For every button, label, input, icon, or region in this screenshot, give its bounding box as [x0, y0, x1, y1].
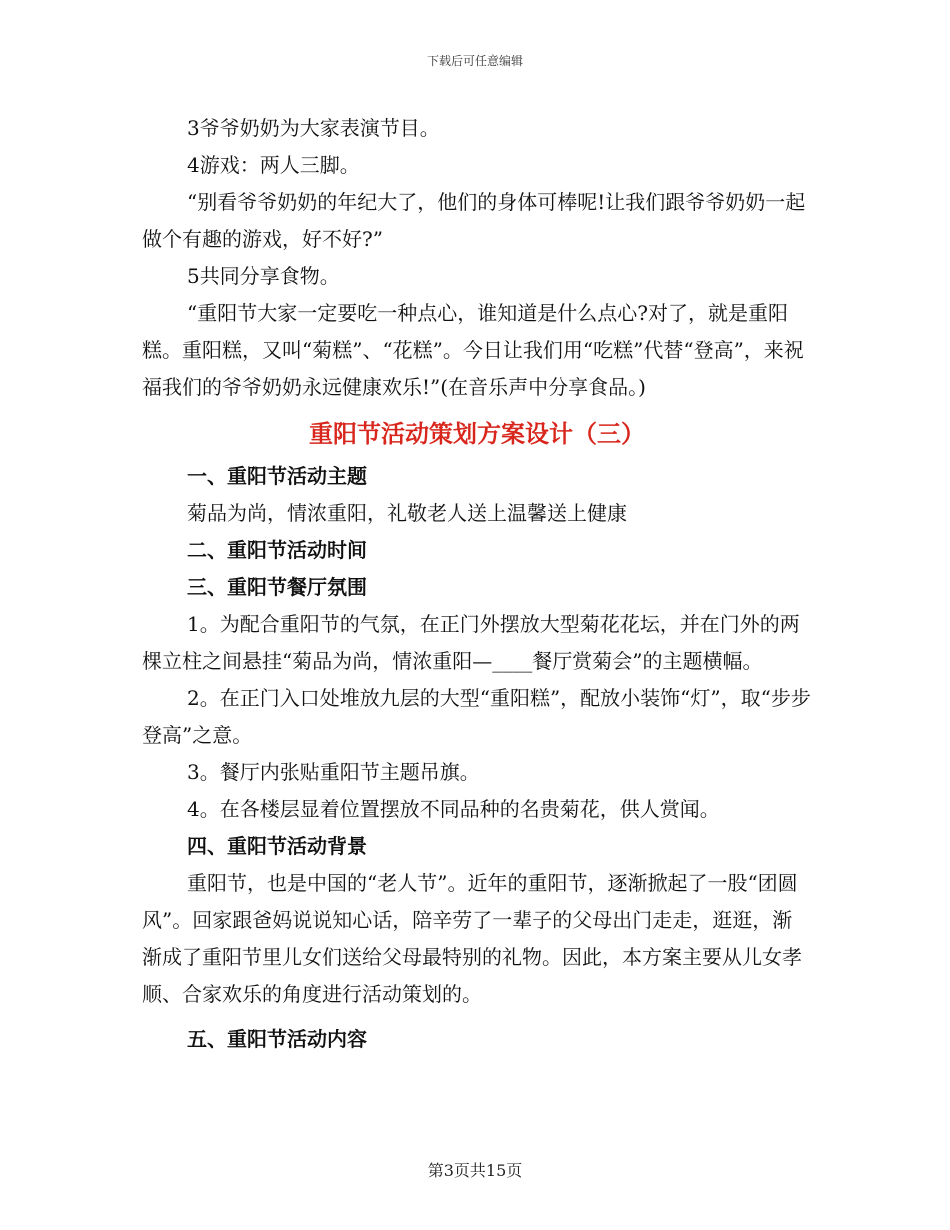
- paragraph-atmosphere-3: 3。餐厅内张贴重阳节主题吊旗。: [187, 760, 480, 784]
- paragraph-theme: 菊品为尚，情浓重阳，礼敬老人送上温馨送上健康: [187, 501, 627, 525]
- heading-time: 二、重阳节活动时间: [187, 538, 367, 562]
- paragraph-atmosphere-4: 4。在各楼层显着位置摆放不同品种的名贵菊花，供人赏闻。: [187, 797, 720, 821]
- heading-theme: 一、重阳节活动主题: [187, 464, 367, 488]
- heading-content: 五、重阳节活动内容: [187, 1027, 367, 1051]
- heading-background: 四、重阳节活动背景: [187, 834, 367, 858]
- paragraph: “重阳节大家一定要吃一种点心，谁知道是什么点心?对了，就是重阳糕。重阳糕，又叫“菊糕”、“花糕”。今日让我们用“吃糕”代替“登高”，来祝福我们的爷爷奶奶永远健康欢乐!”(在音乐声中分享食品。): [142, 301, 804, 399]
- paragraph: 5共同分享食物。: [187, 264, 340, 288]
- paragraph-atmosphere-2: 2。在正门入口处堆放九层的大型“重阳糕”，配放小装饰“灯”，取“步步登高”之意。: [142, 686, 811, 747]
- paragraph-atmosphere-1: 1。为配合重阳节的气氛，在正门外摆放大型菊花花坛，并在门外的两棵立柱之间悬挂“菊品为尚，情浓重阳—____餐厅赏菊会”的主题横幅。: [142, 612, 800, 673]
- paragraph: “别看爷爷奶奶的年纪大了，他们的身体可棒呢!让我们跟爷爷奶奶一起做个有趣的游戏，好不好?”: [142, 190, 806, 251]
- page-header: 下载后可任意编辑: [426, 54, 523, 68]
- paragraph-background: 重阳节，也是中国的“老人节”。近年的重阳节，逐渐掀起了一股“团圆风”。回家跟爸妈说说知心话，陪辛劳了一辈子的父母出门走走，逛逛，渐渐成了重阳节里儿女们送给父母最特别的礼物。因此，本方案主要从儿女孝顺、合家欢乐的角度进行活动策划的。: [142, 871, 802, 1006]
- heading-atmosphere: 三、重阳节餐厅氛围: [187, 575, 367, 599]
- page-footer: 第3页共15页: [427, 1161, 523, 1180]
- document-body: [142, 110, 812, 1058]
- paragraph: 4游戏：两人三脚。: [187, 153, 360, 177]
- paragraph: 3爷爷奶奶为大家表演节目。: [187, 116, 440, 140]
- section-title: 重阳节活动策划方案设计（三）: [309, 420, 645, 448]
